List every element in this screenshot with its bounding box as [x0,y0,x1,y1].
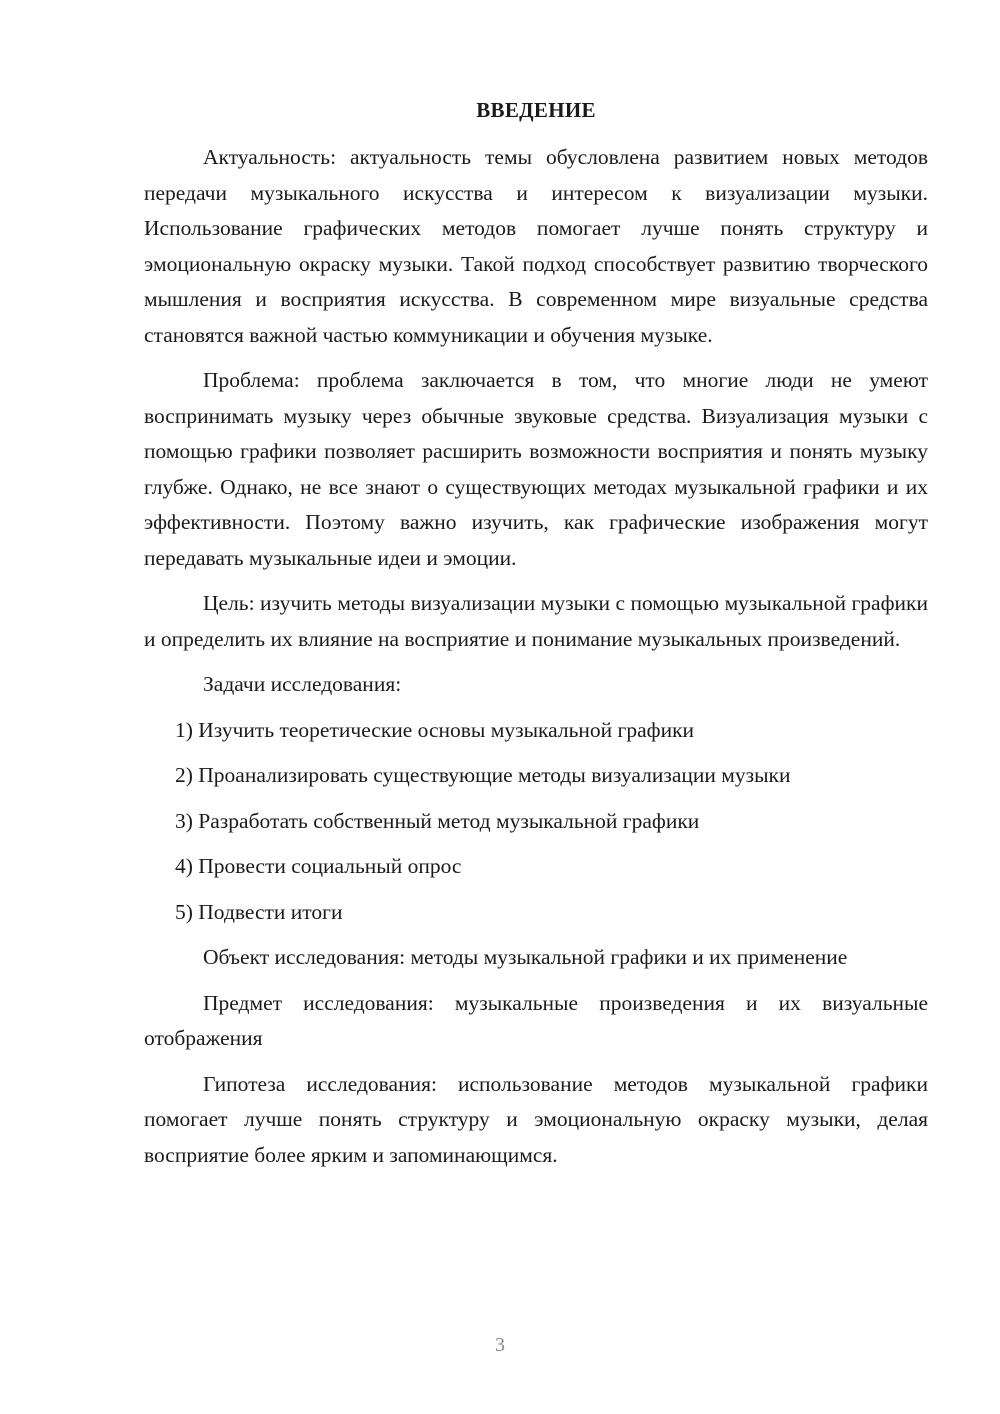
task-item: 3) Разработать собственный метод музыкальной графики [175,808,700,833]
page-number: 3 [495,1334,505,1356]
tasks-list [144,713,928,931]
paragraph-subject: Предмет исследования: музыкальные произведения и их визуальные отображения [144,990,928,1050]
task-item: 1) Изучить теоретические основы музыкальной графики [175,717,695,742]
task-item: 5) Подвести итоги [175,899,343,924]
paragraph-object: Объект исследования: методы музыкальной графики и их применение [203,945,848,969]
paragraph-goal: Цель: изучить методы визуализации музыки с помощью музыкальной графики и определить их влияние на восприятие и понимание музыкальных произведений. [144,591,928,651]
task-item: 4) Провести социальный опрос [175,854,462,878]
tasks-heading: Задачи исследования: [203,672,402,696]
document-page [144,92,928,1183]
section-title: ВВЕДЕНИЕ [476,98,596,122]
paragraph-hypothesis: Гипотеза исследования: использование методов музыкальной графики помогает лучше понять структуру и эмоциональную окраску музыки, делая восприятие более ярким и запоминающимся. [144,1071,928,1167]
task-item: 2) Проанализировать существующие методы визуализации музыки [175,763,791,787]
paragraph-problem: Проблема: проблема заключается в том, что многие люди не умеют воспринимать музыку через обычные звуковые средства. Визуализация музыки с помощью графики позволяет расширить возможности восприятия и понять музыку глубже. Однако, не все знают о существующих методах музыкальной графики и их эффективности. Поэтому важно изучить, как графические изображения могут передавать музыкальные идеи и эмоции. [144,368,928,570]
paragraph-relevance: Актуальность: актуальность темы обусловлена развитием новых методов передачи музыкального искусства и интересом к визуализации музыки. Использование графических методов помогает лучше понять структуру и эмоциональную окраску музыки. Такой подход способствует развитию творческого мышления и восприятия искусства. В современном мире визуальные средства становятся важной частью коммуникации и обучения музыке. [144,145,928,347]
